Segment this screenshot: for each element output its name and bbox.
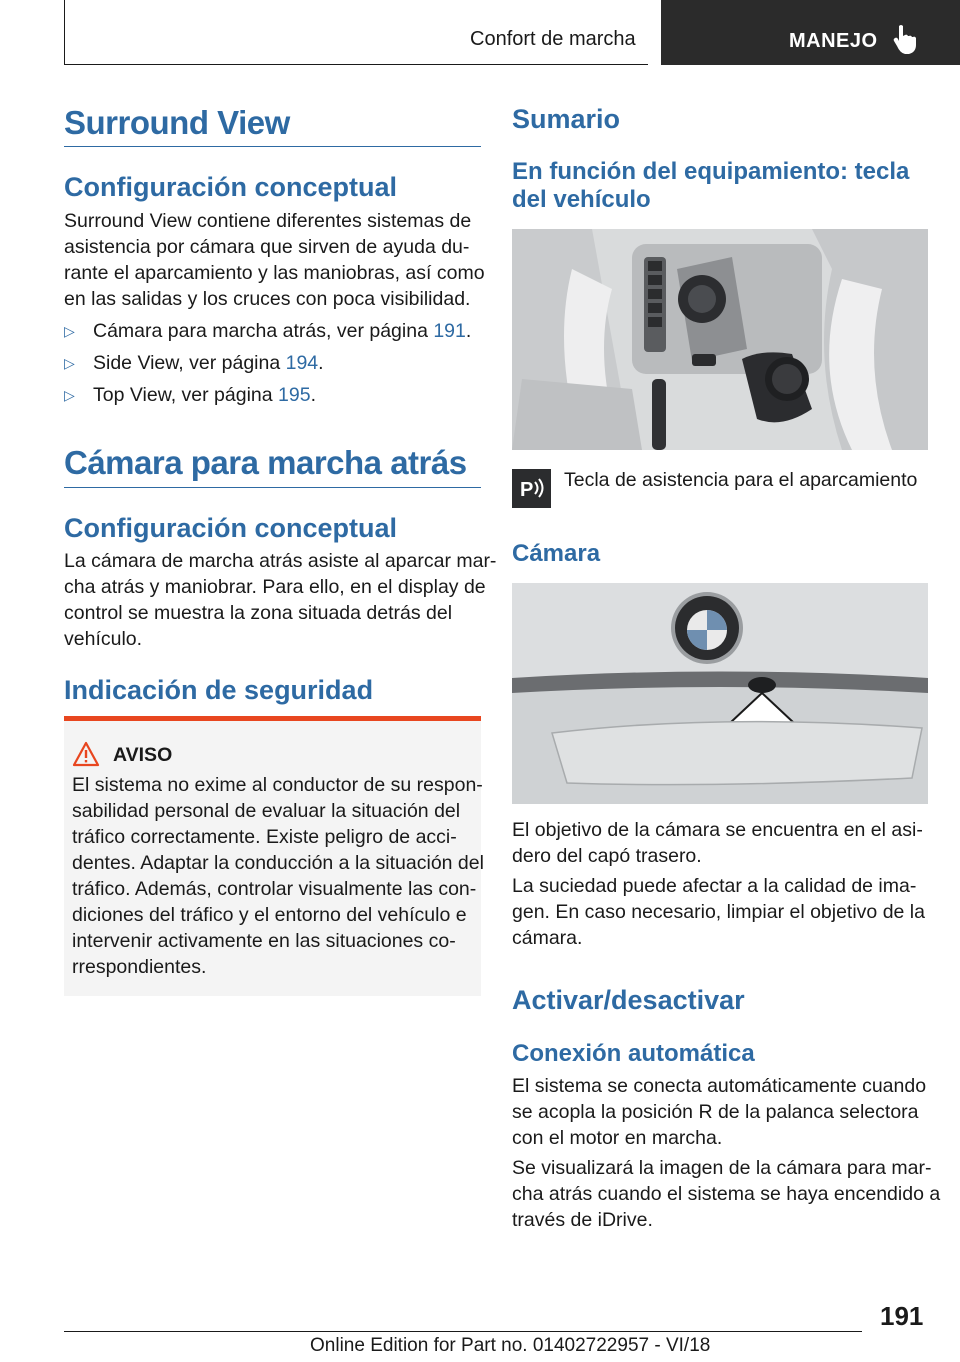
heading-rule — [64, 487, 481, 488]
text-line: del vehículo — [512, 186, 651, 213]
heading-activate: Activar/desactivar — [512, 985, 745, 1015]
list-item — [64, 320, 472, 343]
text-line: vehículo. — [64, 628, 143, 650]
heading-button — [512, 158, 909, 214]
bullet-triangle-icon: ▷ — [64, 355, 75, 371]
text-line: con el motor en marcha. — [512, 1127, 723, 1149]
heading-summary: Sumario — [512, 104, 621, 134]
text-line: tráfico correctamente. Existe peligro de acci- — [72, 826, 457, 848]
text-line: rante el aparcamiento y las maniobras, así como — [64, 262, 485, 284]
button-caption: Tecla de asistencia para el aparcamiento — [564, 469, 918, 491]
paragraph-auto-2 — [512, 1155, 940, 1233]
bullet-triangle-icon: ▷ — [64, 323, 75, 339]
warning-title: AVISO — [113, 744, 173, 766]
page-link-194[interactable]: 194 — [285, 352, 319, 374]
text-line: sabilidad personal de evaluar la situación del — [72, 800, 461, 822]
paragraph-camera-2 — [512, 873, 925, 951]
text-line: Se visualizará la imagen de la cámara para mar- — [512, 1157, 932, 1179]
header-bottom-rule — [64, 64, 648, 65]
text-line: El sistema no exime al conductor de su respon- — [72, 774, 483, 796]
heading-surround-view: Surround View — [64, 104, 290, 141]
text-line: La suciedad puede afectar a la calidad de ima- — [512, 875, 917, 897]
text-line: En función del equipamiento: tecla — [512, 158, 910, 185]
page-link-191[interactable]: 191 — [433, 320, 466, 342]
svg-text:P: P — [520, 479, 534, 501]
text-line: control se muestra la zona situada detrás del — [64, 602, 453, 624]
camera-photo — [512, 583, 928, 804]
text-line: cha atrás cuando el sistema se haya encendido a — [512, 1183, 941, 1205]
list-item-text: Cámara para marcha atrás, ver página — [93, 320, 434, 342]
text-line: través de iDrive. — [512, 1209, 653, 1231]
header-left-rule — [64, 0, 65, 65]
text-line: gen. En caso necesario, limpiar el objetivo de la — [512, 901, 925, 923]
list-item — [64, 384, 316, 407]
text-line: dentes. Adaptar la conducción a la situación del — [72, 852, 484, 874]
heading-safety: Indicación de seguridad — [64, 675, 374, 705]
heading-auto: Conexión automática — [512, 1040, 755, 1067]
text-line: cha atrás y maniobrar. Para ello, en el display de — [64, 576, 486, 598]
page-number: 191 — [880, 1301, 924, 1331]
heading-concept-2: Configuración conceptual — [64, 513, 398, 543]
text-line: intervenir activamente en las situaciones co- — [72, 930, 456, 952]
text-line: El objetivo de la cámara se encuentra en el asi- — [512, 819, 923, 841]
paragraph-camera-1 — [512, 817, 923, 869]
paragraph-concept-1 — [64, 208, 485, 312]
text-line: tráfico. Además, controlar visualmente las con- — [72, 878, 477, 900]
paragraph-concept-2 — [64, 548, 496, 652]
text-line: dero del capó trasero. — [512, 845, 702, 867]
text-line: diciones del tráfico y el entorno del vehículo e — [72, 904, 467, 926]
header-chapter-label: MANEJO — [789, 30, 878, 52]
paragraph-auto-1 — [512, 1073, 926, 1151]
footer-rule — [64, 1331, 862, 1332]
list-item — [64, 352, 324, 375]
warning-text — [72, 772, 484, 980]
page-link-195[interactable]: 195 — [278, 384, 311, 406]
list-item-text: Top View, ver página — [93, 384, 279, 406]
text-line: se acopla la posición R de la palanca selectora — [512, 1101, 919, 1123]
text-line: asistencia por cámara que sirven de ayuda du- — [64, 236, 470, 258]
list-item-end: . — [318, 352, 324, 374]
heading-concept-1: Configuración conceptual — [64, 172, 398, 202]
text-line: rrespondientes. — [72, 956, 207, 978]
list-item-end: . — [465, 320, 472, 342]
bullet-triangle-icon: ▷ — [64, 387, 75, 403]
text-line: cámara. — [512, 927, 583, 949]
warning-triangle-icon — [72, 741, 100, 767]
park-assist-button-icon — [512, 469, 551, 508]
text-line: El sistema se conecta automáticamente cuando — [512, 1075, 927, 1097]
footer-edition: Online Edition for Part no. 01402722957 - VI/18 — [310, 1335, 711, 1356]
heading-camera: Cámara para marcha atrás — [64, 444, 467, 481]
heading-rule — [64, 146, 481, 147]
hand-pointer-icon — [892, 24, 918, 54]
header-section-title: Confort de marcha — [470, 28, 636, 50]
list-item-end: . — [310, 384, 316, 406]
list-item-text: Side View, ver página — [93, 352, 286, 374]
text-line: La cámara de marcha atrás asiste al aparcar mar- — [64, 550, 497, 572]
text-line: Surround View contiene diferentes sistemas de — [64, 210, 472, 232]
console-photo — [512, 229, 928, 450]
heading-camera-sub: Cámara — [512, 540, 601, 567]
text-line: en las salidas y los cruces con poca visibilidad. — [64, 288, 471, 310]
